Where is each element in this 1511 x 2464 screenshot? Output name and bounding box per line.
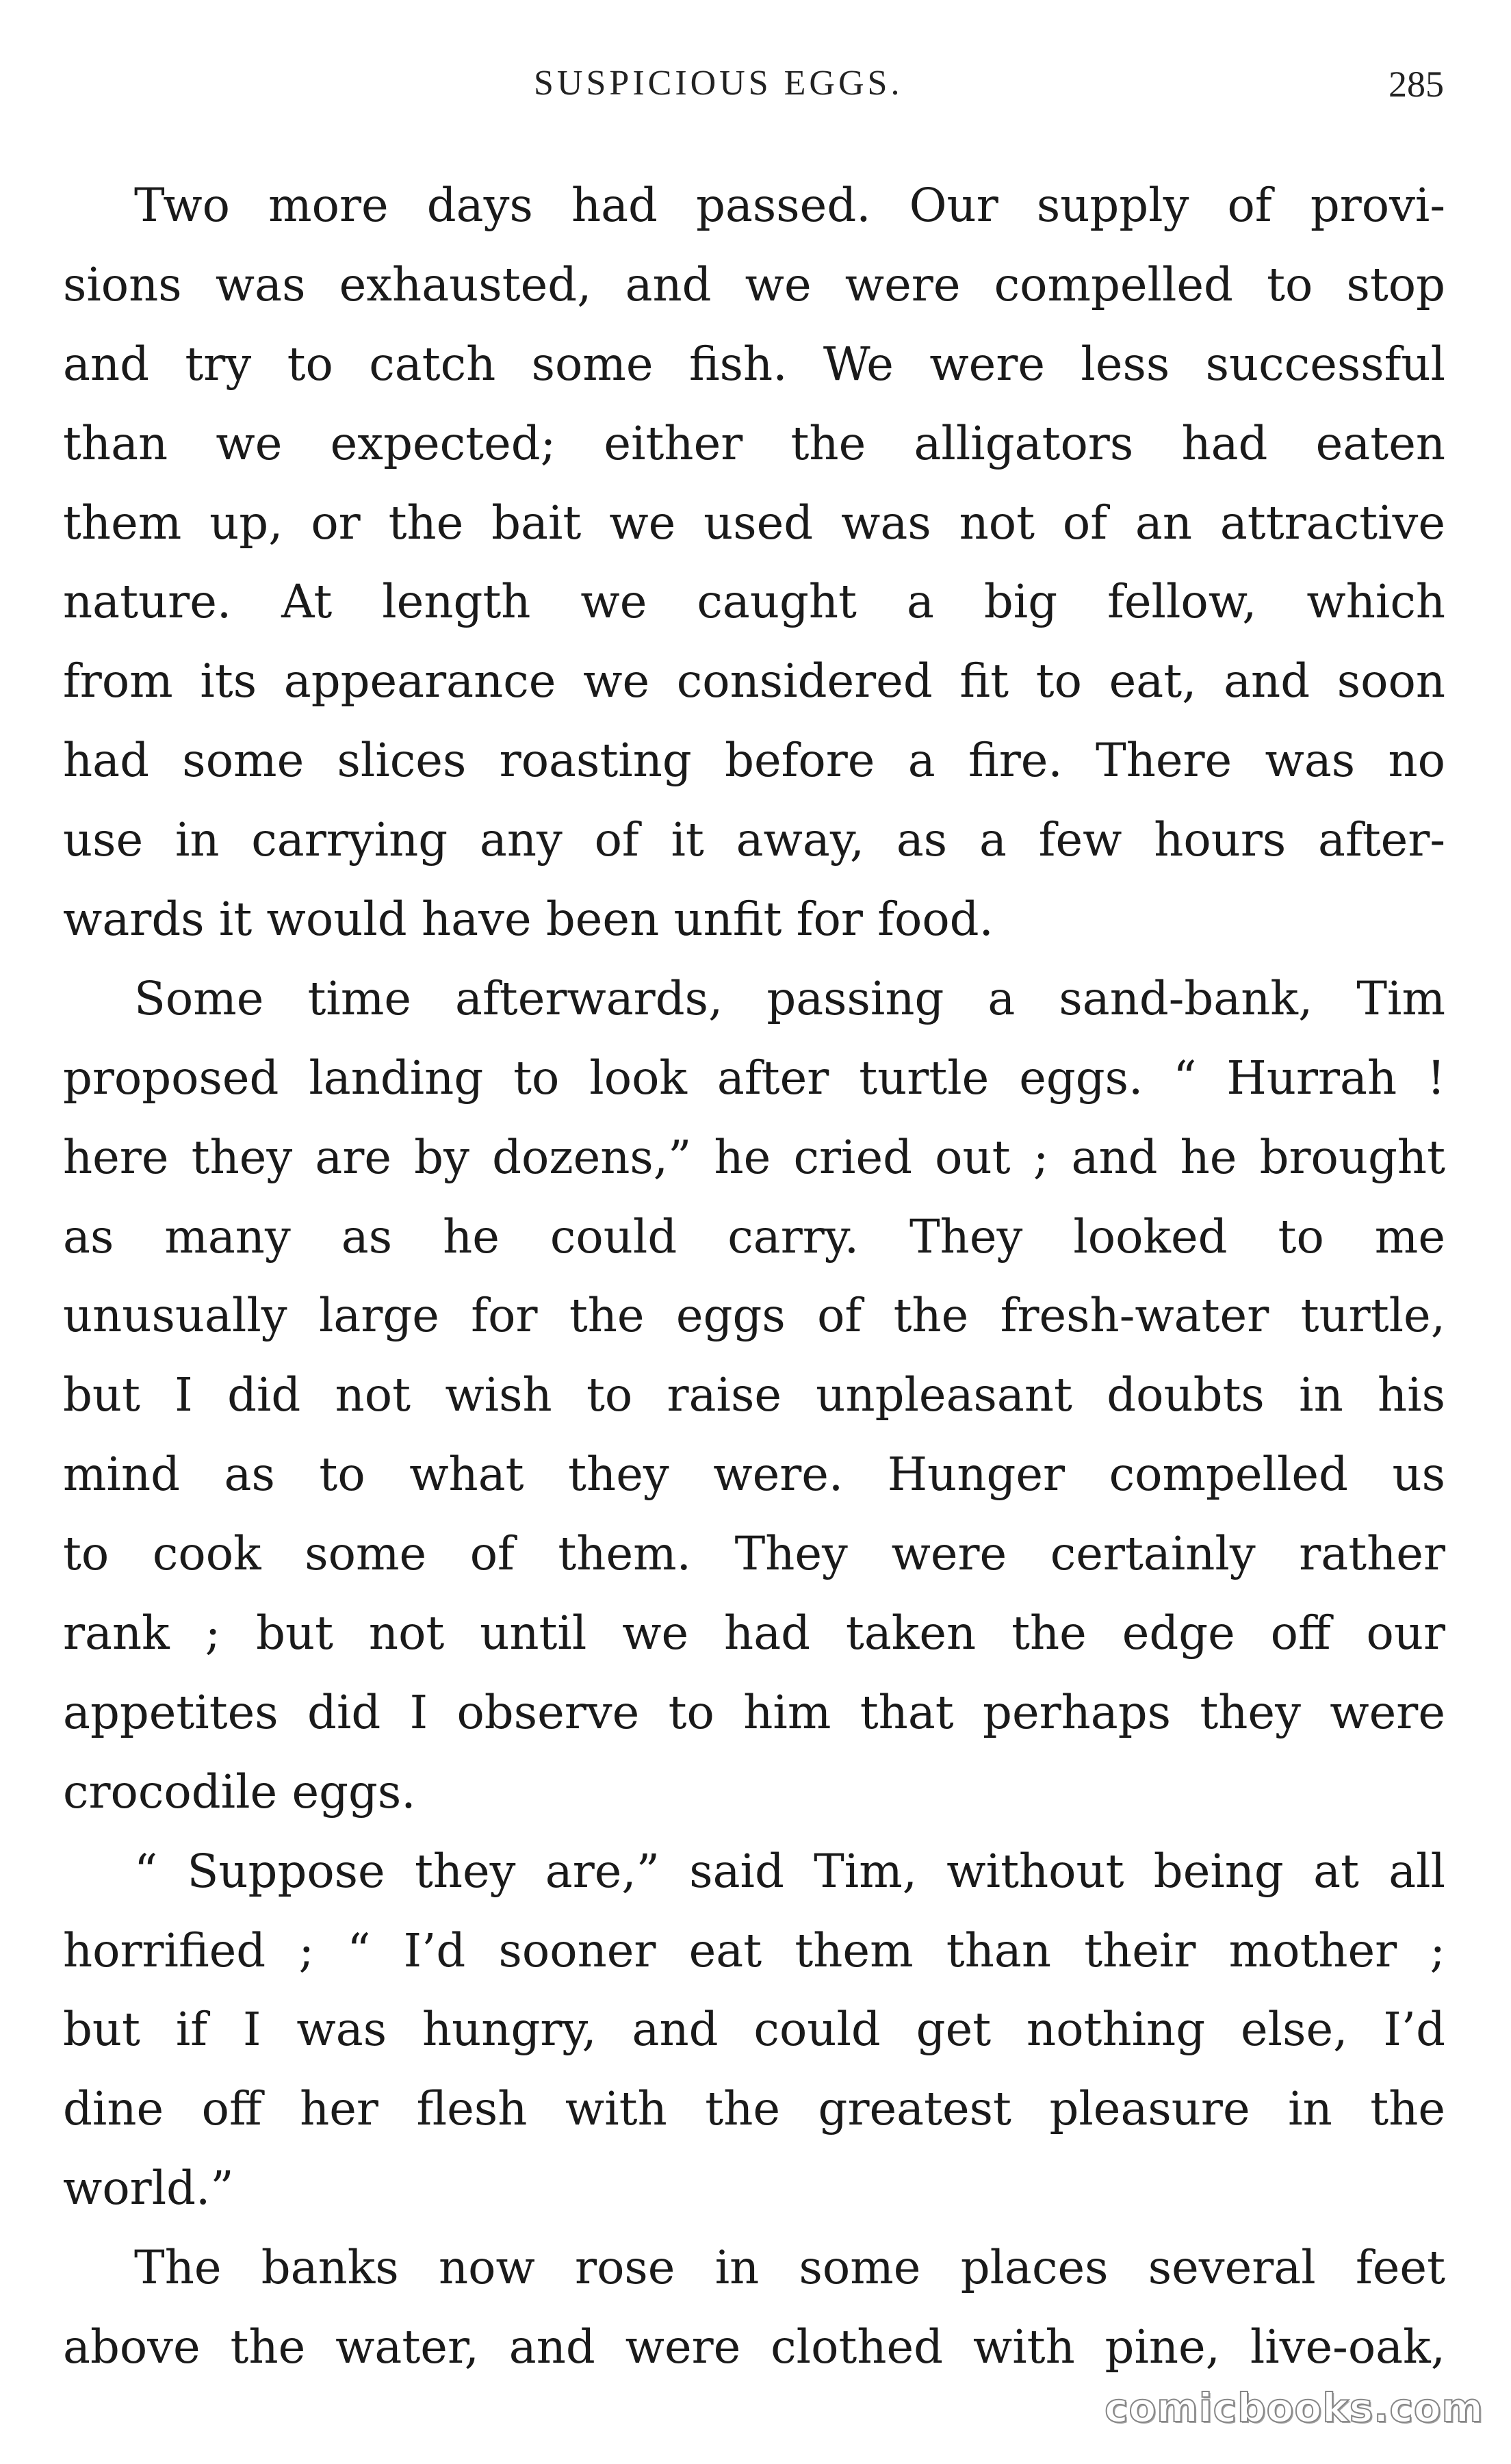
text-line: world.” bbox=[63, 2161, 234, 2216]
text-line: above the water, and were clothed with pine, live-oak, bbox=[63, 2320, 1445, 2374]
text-line: them up, or the bait we used was not of an attractive bbox=[63, 496, 1445, 550]
text-line: Two more days had passed. Our supply of provi- bbox=[134, 179, 1445, 232]
text-line: as many as he could carry. They looked to me bbox=[63, 1209, 1445, 1263]
text-line: wards it would have been unfit for food. bbox=[63, 893, 994, 947]
text-line: had some slices roasting before a fire. There was no bbox=[63, 734, 1445, 788]
text-line: use in carrying any of it away, as a few hours after- bbox=[63, 813, 1445, 867]
text-line: here they are by dozens,” he cried out ; and he brought bbox=[63, 1130, 1445, 1184]
text-line: mind as to what they were. Hunger compelled us bbox=[63, 1448, 1445, 1502]
text-line: than we expected; either the alligators had eaten bbox=[63, 416, 1445, 470]
text-line: The banks now rose in some places several feet bbox=[134, 2241, 1445, 2295]
body-text bbox=[63, 166, 1445, 2387]
text-line: unusually large for the eggs of the fresh-water turtle, bbox=[63, 1289, 1445, 1343]
text-line: but if I was hungry, and could get nothing else, I’d bbox=[63, 2003, 1445, 2057]
paragraph bbox=[63, 1832, 1445, 2229]
running-head-title: SUSPICIOUS EGGS. bbox=[534, 64, 903, 103]
text-line: from its appearance we considered fit to eat, and soon bbox=[63, 654, 1445, 708]
text-line: dine off her flesh with the greatest pleasure in the bbox=[63, 2082, 1445, 2136]
paragraph bbox=[63, 166, 1445, 960]
text-line: horrified ; “ I’d sooner eat them than their mother ; bbox=[63, 1923, 1445, 1977]
watermark: comicbooks.com bbox=[1105, 2385, 1484, 2431]
text-line: rank ; but not until we had taken the edge off our bbox=[63, 1606, 1445, 1660]
text-line: proposed landing to look after turtle eggs. “ Hurrah ! bbox=[63, 1051, 1445, 1105]
text-line: Some time afterwards, passing a sand-bank, Tim bbox=[134, 971, 1445, 1025]
paragraph bbox=[63, 960, 1445, 1832]
page-number: 285 bbox=[1389, 64, 1444, 105]
text-line: sions was exhausted, and we were compelled to stop bbox=[63, 257, 1445, 311]
text-line: crocodile eggs. bbox=[63, 1764, 416, 1819]
text-line: to cook some of them. They were certainly rather bbox=[63, 1527, 1445, 1581]
text-line: but I did not wish to raise unpleasant doubts in his bbox=[63, 1368, 1445, 1422]
text-line: appetites did I observe to him that perhaps they were bbox=[63, 1685, 1445, 1739]
text-line: “ Suppose they are,” said Tim, without being at all bbox=[134, 1844, 1445, 1898]
paragraph bbox=[63, 2229, 1445, 2387]
text-line: nature. At length we caught a big fellow, which bbox=[63, 575, 1445, 629]
text-line: and try to catch some fish. We were less successful bbox=[63, 337, 1445, 391]
